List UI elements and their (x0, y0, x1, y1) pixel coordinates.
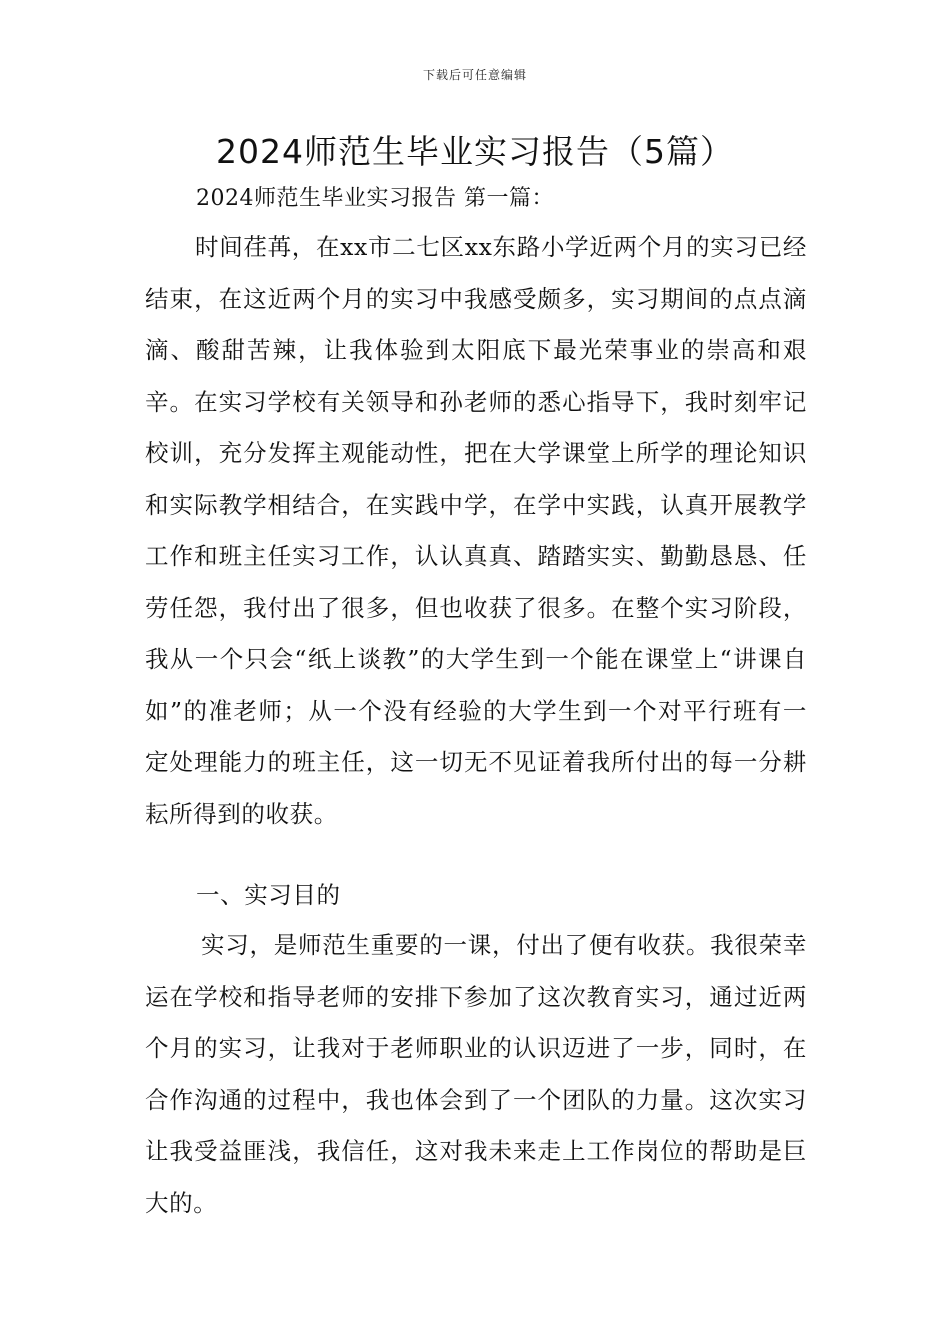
section-heading-purpose: 一、实习目的 (196, 881, 341, 909)
header-note: 下载后可任意编辑 (422, 68, 527, 82)
paragraph-purpose: 实习，是师范生重要的一课，付出了便有收获。我很荣幸运在学校和指导老师的安排下参加了这次教育实习，通过近两个月的实习，让我对于老师职业的认识迈进了一步，同时，在合作沟通的过程中，我也体会到了一个团队的力量。这次实习让我受益匪浅，我信任，这对我未来走上工作岗位的帮助是巨大的。 (145, 931, 807, 1217)
document-title: 2024师范生毕业实习报告（5篇） (216, 132, 734, 171)
document-subtitle: 2024师范生毕业实习报告 第一篇： (196, 186, 554, 211)
paragraph-intro: 时间荏苒，在xx市二七区xx东路小学近两个月的实习已经结束，在这近两个月的实习中我感受颇多，实习期间的点点滴滴、酸甜苦辣，让我体验到太阳底下最光荣事业的崇高和艰辛。在实习学校有关领导和孙老师的悉心指导下，我时刻牢记校训，充分发挥主观能动性，把在大学课堂上所学的理论知识和实际教学相结合，在实践中学，在学中实践，认真开展教学工作和班主任实习工作，认认真真、踏踏实实、勤勤恳恳、任劳任怨，我付出了很多，但也收获了很多。在整个实习阶段，我从一个只会“纸上谈教”的大学生到一个能在课堂上“讲课自如”的准老师；从一个没有经验的大学生到一个对平行班有一定处理能力的班主任，这一切无不见证着我所付出的每一分耕耘所得到的收获。 (145, 233, 807, 828)
